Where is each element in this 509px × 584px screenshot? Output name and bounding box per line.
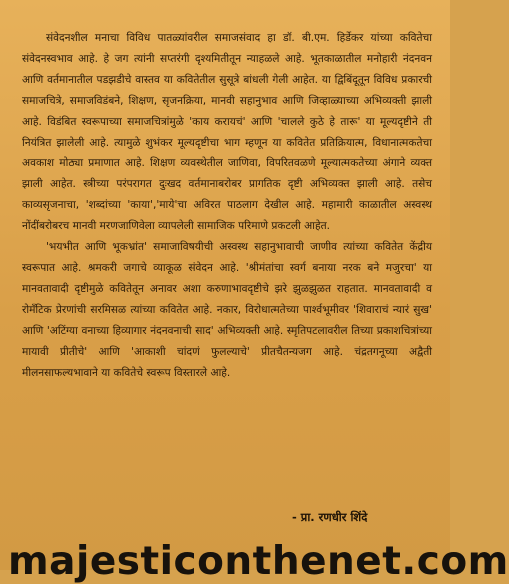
blurb-text bbox=[22, 28, 432, 383]
paragraph-2: 'भयभीत आणि भूकभ्रांत' समाजाविषयीची अस्वस्थ सहानुभावाची जाणीव त्यांच्या कवितेत केंद्रीय स्वरूपात आहे. श्रमकरी जगाचे व्याकूळ संवेदन आहे. 'श्रीमंतांचा स्वर्ग बनाया नरक बने मजुरचा' या मानवतावादी दृष्टीमुळे कवितेतून अनावर अशा करुणाभावदृष्टीचे झरे झुळझुळत राहतात. मानवतावादी व रोमँटिक प्रेरणांची सरमिसळ त्यांच्या कवितेत आहे. नकार, विरोधात्मतेच्या पार्श्वभूमीवर 'शिवाराचं न्यारं सुख' आणि 'अटिंग्या वनाच्या हिव्यागार नंदनवनाची साद' अभिव्यक्ती आहे. स्मृतिपटलावरील तिच्या प्रकाशचित्रांच्या मायावी प्रीतीचे' आणि 'आकाशी चांदणं फुलल्याचे' प्रीतचैतन्यजग आहे. चंद्रतगनूच्या अद्वैती मीलनसाफल्यभावाने या कवितेचे स्वरूप विस्तारले आहे. bbox=[22, 241, 432, 379]
site-watermark: majesticonthenet.com bbox=[8, 539, 509, 584]
author-signature: - प्रा. रणधीर शिंदे bbox=[292, 510, 368, 524]
paragraph-1: संवेदनशील मनाचा विविध पातळ्यांवरील समाजसंवाद हा डॉ. बी.एम. हिर्डेकर यांच्या कवितेचा संवेदनस्वभाव आहे. हे जग त्यांनी सप्तरंगी दृश्यमितीतून न्याहळले आहे. भूतकाळातील मनोहारी नंदनवन आणि वर्तमानातील पडझडीचे वास्तव या कवितेतील सुसूत्रे बांधली गेली आहेत. या द्विबिंदूतून विविध प्रकारची समाजचित्रे, समाजविडंबने, शिक्षण, सृजनक्रिया, मानवी सहानुभाव आणि जिव्हाळ्याच्या अभिव्यक्ती झाली आहे. विडंबित स्वरूपाच्या समाजचित्रांमुळे 'काय करायचं' आणि 'चालले कुठे हे तारू' या मूल्यदृष्टीने ती नियंत्रित झालेली आहे. त्यामुळे शुभंकर मूल्यदृष्टीचा भाग म्हणून या कवितेत प्रतिक्रियात्म, विधानात्मकतेचा अवकाश मोठ्या प्रमाणात आहे. शिक्षण व्यवस्थेतील जाणिवा, विपरितवळणे मूल्यात्मकतेच्या अंगाने व्यक्त झाली आहेत. स्त्रीच्या परंपरागत दुःखद वर्तमानाबरोबर प्रागतिक दृष्टी अभिव्यक्त झाली आहे. तसेच काव्यसृजनाचा, 'शब्दांच्या 'काया','माये'चा अविरत पाठलाग देखील आहे. महामारी काळातील अस्वस्थ नोंदींबरोबरच मानवी मरणजाणिवेला व्यापलेली सामाजिक परिमाणे प्रकटली आहेत. bbox=[22, 32, 432, 233]
